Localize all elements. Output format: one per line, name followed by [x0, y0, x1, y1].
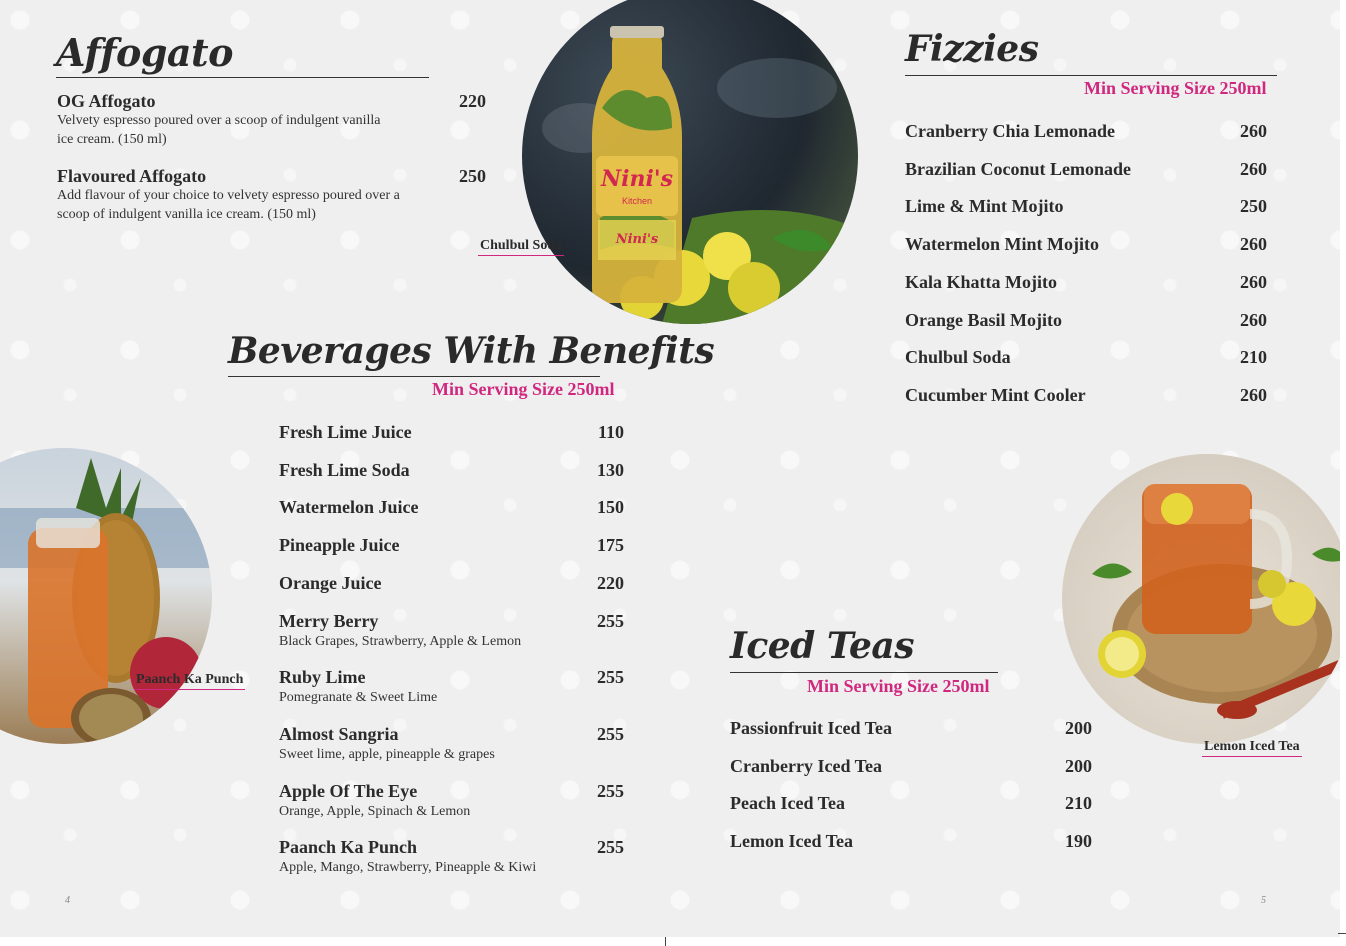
bottle-label-text: Nini's	[615, 232, 659, 247]
menu-item-desc: Black Grapes, Strawberry, Apple & Lemon	[279, 633, 522, 649]
menu-item-name: Watermelon Mint Mojito	[905, 234, 1099, 255]
menu-item-price: 150	[597, 497, 624, 518]
menu-item-price: 220	[597, 572, 624, 593]
menu-item-desc: Sweet lime, apple, pineapple & grapes	[279, 746, 495, 762]
menu-item-name: Almost Sangria	[279, 723, 399, 744]
menu-item-name: Orange Juice	[279, 572, 382, 593]
menu-item-price: 260	[1240, 309, 1267, 330]
menu-item-price: 200	[1065, 755, 1092, 776]
menu-item-price: 255	[597, 667, 624, 688]
menu-item-name: Fresh Lime Juice	[279, 422, 412, 442]
menu-item-price: 210	[1065, 793, 1092, 814]
menu-item-desc: Apple, Mango, Strawberry, Pineapple & Kiwi	[279, 860, 537, 876]
menu-item-price: 260	[1240, 121, 1267, 141]
fizzies-serving-size: Min Serving Size 250ml	[1084, 78, 1267, 98]
chulbul-soda-photo	[522, 0, 858, 324]
iced-teas-rule	[730, 672, 998, 673]
menu-item-desc: Orange, Apple, Spinach & Lemon	[279, 803, 471, 819]
menu-item-name: Paanch Ka Punch	[279, 837, 418, 858]
bottle-sub-text: Kitchen	[621, 196, 653, 206]
menu-item-price: 210	[1240, 347, 1267, 368]
menu-item-price: 260	[1240, 271, 1267, 292]
menu-item-name: Cranberry Chia Lemonade	[905, 121, 1115, 141]
paanch-ka-punch-photo	[0, 448, 212, 744]
menu-item-name: Watermelon Juice	[279, 497, 419, 518]
affogato-item-price: 250	[459, 166, 486, 186]
menu-item-name: Lemon Iced Tea	[730, 831, 854, 852]
page-number-left: 4	[65, 895, 70, 906]
beverages-rule	[228, 376, 600, 377]
chulbul-soda-caption: Chulbul Soda	[478, 238, 564, 256]
menu-item-price: 250	[1240, 196, 1267, 217]
affogato-title: Affogato	[56, 30, 233, 75]
crop-mark	[1338, 933, 1346, 934]
beverages-title: Beverages With Benefits	[228, 330, 715, 372]
affogato-item-name: Flavoured Affogato	[57, 166, 207, 186]
menu-item-name: Chulbul Soda	[905, 347, 1011, 368]
menu-item-name: Cucumber Mint Cooler	[905, 384, 1086, 405]
iced-teas-title: Iced Teas	[730, 625, 915, 667]
menu-item-name: Fresh Lime Soda	[279, 459, 410, 480]
menu-item-price: 110	[597, 422, 624, 442]
fizzies-rule	[905, 75, 1277, 76]
menu-item-price: 200	[1065, 718, 1092, 738]
menu-item-price: 255	[597, 610, 624, 631]
menu-item-name: Pineapple Juice	[279, 535, 400, 556]
paanch-ka-punch-caption: Paanch Ka Punch	[134, 672, 245, 690]
affogato-item-desc: Add flavour of your choice to velvety espresso poured over a scoop of indulgent vanilla ice cream. (150 ml)	[57, 188, 400, 222]
menu-item-name: Orange Basil Mojito	[905, 309, 1062, 330]
menu-item-price: 175	[597, 535, 624, 556]
menu-item-price: 255	[597, 780, 624, 801]
menu-item-name: Ruby Lime	[279, 667, 366, 688]
menu-item-name: Merry Berry	[279, 610, 379, 631]
menu-item-price: 190	[1065, 831, 1092, 852]
menu-item-price: 260	[1240, 158, 1267, 179]
bottle-brand-text: Nini's	[601, 166, 673, 192]
beverages-serving-size: Min Serving Size 250ml	[432, 379, 615, 399]
menu-item-name: Passionfruit Iced Tea	[730, 718, 893, 738]
menu-item-name: Cranberry Iced Tea	[730, 755, 882, 776]
menu-item-name: Lime & Mint Mojito	[905, 196, 1064, 217]
lemon-iced-tea-photo	[1062, 454, 1340, 744]
affogato-item-desc: Velvety espresso poured over a scoop of indulgent vanilla ice cream. (150 ml)	[57, 113, 381, 147]
menu-item-price: 260	[1240, 384, 1267, 405]
menu-item-desc: Pomegranate & Sweet Lime	[279, 690, 438, 706]
menu-item-name: Peach Iced Tea	[730, 793, 845, 814]
fizzies-title: Fizzies	[905, 28, 1039, 70]
menu-item-name: Brazilian Coconut Lemonade	[905, 158, 1132, 179]
menu-item-price: 255	[597, 723, 624, 744]
lemon-iced-tea-caption: Lemon Iced Tea	[1202, 739, 1302, 757]
menu-item-price: 130	[597, 459, 624, 480]
affogato-rule	[56, 77, 429, 78]
affogato-item-name: OG Affogato	[57, 91, 156, 111]
menu-item-name: Kala Khatta Mojito	[905, 271, 1057, 292]
menu-item-name: Apple Of The Eye	[279, 780, 418, 801]
page-number-right: 5	[1261, 895, 1266, 906]
menu-item-price: 255	[597, 837, 624, 858]
spread-spine-mark	[665, 937, 666, 946]
iced-teas-serving-size: Min Serving Size 250ml	[807, 676, 990, 696]
menu-item-price: 260	[1240, 234, 1267, 255]
affogato-item-price: 220	[459, 91, 486, 111]
